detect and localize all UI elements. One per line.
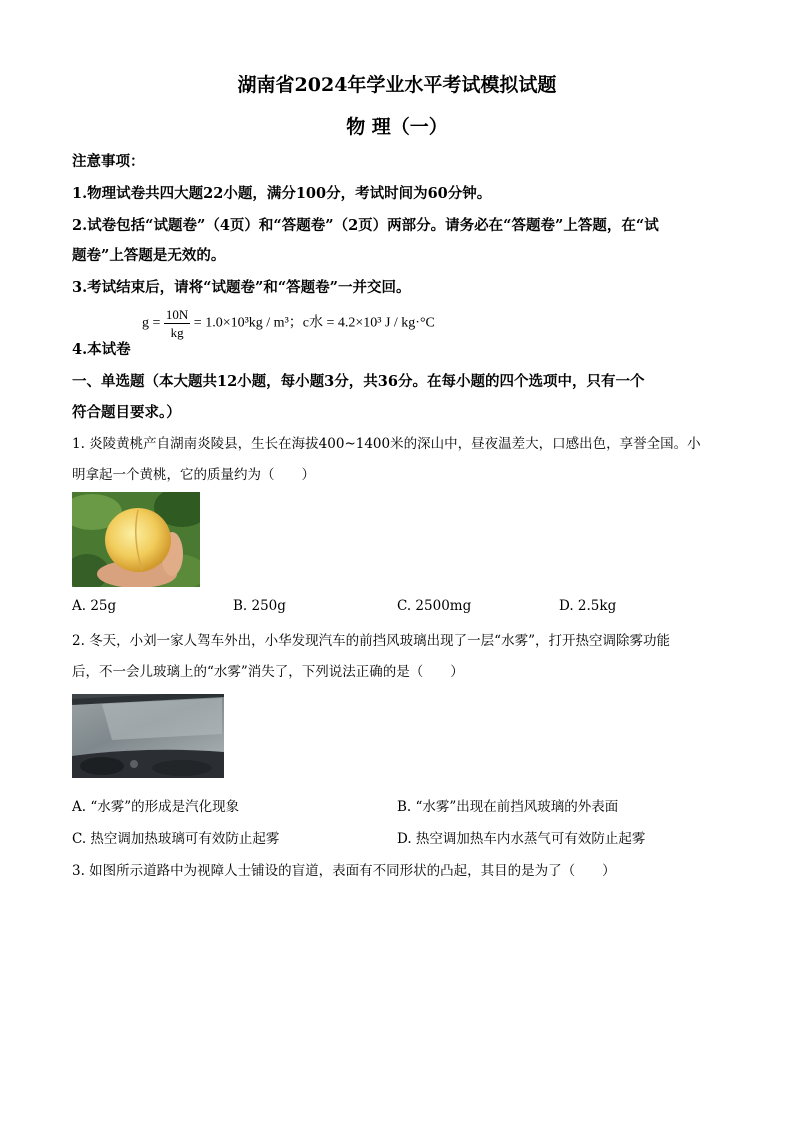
formula-numerator: 10N bbox=[165, 307, 189, 322]
formula-denominator: kg bbox=[170, 325, 184, 340]
question-2-option-c[interactable]: C. 热空调加热玻璃可有效防止起雾 bbox=[72, 831, 280, 847]
question-1-option-c[interactable]: C. 2500mg bbox=[397, 598, 472, 614]
question-2-line-2: 后，不一会儿玻璃上的“水雾”消失了，下列说法正确的是（ ） bbox=[72, 664, 464, 680]
page-title: 湖南省2024年学业水平考试模拟试题 bbox=[237, 74, 557, 96]
section-heading-line-2: 符合题目要求。） bbox=[72, 404, 181, 421]
question-1-line-1: 1. 炎陵黄桃产自湖南炎陵县，生长在海拔400~1400米的深山中，昼夜温差大，口感出色，享誉全国。小 bbox=[72, 436, 701, 452]
question-3-line-1: 3. 如图所示道路中为视障人士铺设的盲道，表面有不同形状的凸起，其目的是为了（ ） bbox=[72, 863, 616, 879]
question-1-option-a[interactable]: A. 25g bbox=[72, 598, 117, 614]
question-2-option-a[interactable]: A. “水雾”的形成是汽化现象 bbox=[72, 799, 240, 815]
formula-g: g = bbox=[142, 315, 161, 331]
constants-formula bbox=[142, 306, 435, 341]
question-1-option-b[interactable]: B. 250g bbox=[233, 598, 286, 614]
notice-item-2-line-1: 2.试卷包括“试题卷”（4页）和“答题卷”（2页）两部分。请务必在“答题卷”上答题，在“试 bbox=[72, 217, 659, 234]
formula-fraction bbox=[164, 306, 190, 341]
notice-item-1: 1.物理试卷共四大题22小题，满分100分，考试时间为60分钟。 bbox=[72, 185, 492, 202]
question-2-option-d[interactable]: D. 热空调加热车内水蒸气可有效防止起雾 bbox=[397, 831, 646, 847]
notice-heading: 注意事项： bbox=[72, 153, 145, 170]
question-1-option-d[interactable]: D. 2.5kg bbox=[559, 598, 617, 614]
section-heading-line-1: 一、单选题（本大题共12小题，每小题3分，共36分。在每小题的四个选项中，只有一个 bbox=[72, 373, 645, 390]
question-2-option-b[interactable]: B. “水雾”出现在前挡风玻璃的外表面 bbox=[397, 799, 619, 815]
question-1-line-2: 明拿起一个黄桃，它的质量约为（ ） bbox=[72, 467, 315, 483]
peach-photo bbox=[72, 492, 200, 587]
notice-item-3: 3.考试结束后，请将“试题卷”和“答题卷”一并交回。 bbox=[72, 279, 411, 296]
page-subtitle: 物 理（一） bbox=[346, 116, 448, 138]
windshield-fog-photo bbox=[72, 694, 224, 778]
formula-constants: = 1.0×10³kg / m³；c水 = 4.2×10³ J / kg·°C bbox=[193, 315, 435, 331]
notice-item-2-line-2: 题卷”上答题是无效的。 bbox=[72, 247, 226, 264]
notice-item-4: 4.本试卷 bbox=[72, 341, 131, 358]
question-2-line-1: 2. 冬天，小刘一家人驾车外出，小华发现汽车的前挡风玻璃出现了一层“水雾”，打开热空调除雾功能 bbox=[72, 633, 670, 649]
